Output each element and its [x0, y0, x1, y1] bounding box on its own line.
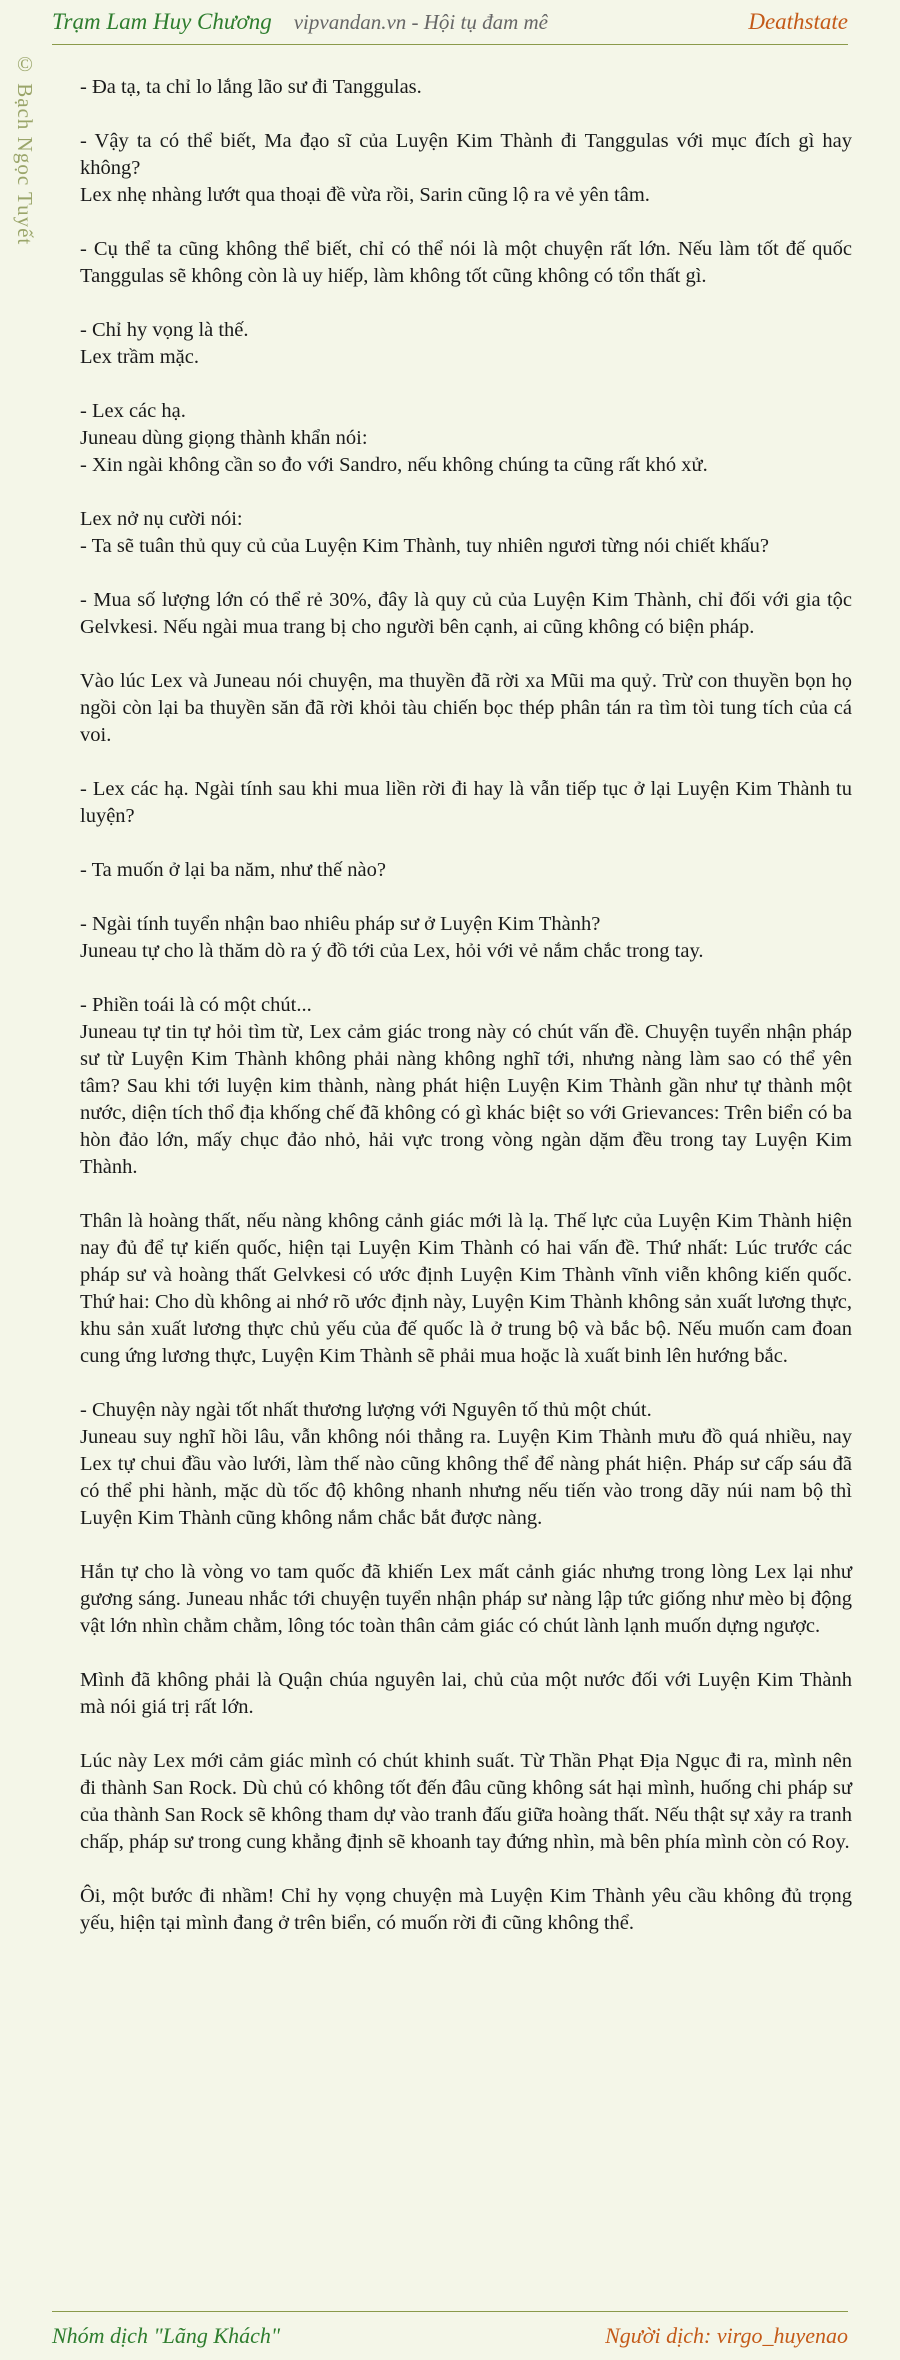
paragraph: Thân là hoàng thất, nếu nàng không cảnh giác mới là lạ. Thế lực của Luyện Kim Thành hiện nay đủ để tự kiến quốc, hiện tại Luyện Kim Thành có hai vấn đề. Thứ nhất: Lúc trước các pháp sư và hoàng thất Gelvkesi có ước định Luyện Kim Thành vĩnh viễn không kiến quốc. Thứ hai: Cho dù không ai nhớ rõ ước định này, Luyện Kim Thành không sản xuất lương thực, khu sản xuất lương thực chủ yếu của đế quốc là ở trung bộ và bắc bộ. Nếu muốn cam đoan cung ứng lương thực, Luyện Kim Thành sẽ phải mua hoặc là xuất binh lên hướng bắc. — [80, 1210, 852, 1367]
page-header — [52, 0, 848, 45]
paragraph: Lex nhẹ nhàng lướt qua thoại đề vừa rồi, Sarin cũng lộ ra vẻ yên tâm. — [80, 184, 650, 206]
paragraph: - Chỉ hy vọng là thế. — [80, 319, 249, 341]
paragraph: - Xin ngài không cần so đo với Sandro, nếu không chúng ta cũng rất khó xử. — [80, 454, 708, 476]
site-subtitle: vipvandan.vn - Hội tụ đam mê — [293, 10, 548, 34]
paragraph: - Lex các hạ. Ngài tính sau khi mua liền rời đi hay là vẫn tiếp tục ở lại Luyện Kim Thành tu luyện? — [80, 778, 852, 827]
paragraph: - Cụ thể ta cũng không thể biết, chỉ có thể nói là một chuyện rất lớn. Nếu làm tốt đế quốc Tanggulas sẽ không còn là uy hiếp, làm không tốt cũng không có tổn thất gì. — [80, 238, 852, 287]
paragraph: Vào lúc Lex và Juneau nói chuyện, ma thuyền đã rời xa Mũi ma quỷ. Trừ con thuyền bọn họ ngồi còn lại ba thuyền săn đã rời khỏi tàu chiến bọc thép phân tán ra tìm tòi tung tích của cá voi. — [80, 670, 852, 746]
paragraph: - Ngài tính tuyển nhận bao nhiêu pháp sư ở Luyện Kim Thành? — [80, 913, 601, 935]
paragraph: Mình đã không phải là Quận chúa nguyên lai, chủ của một nước đối với Luyện Kim Thành mà nói giá trị rất lớn. — [80, 1669, 852, 1718]
translation-group: Nhóm dịch "Lãng Khách" — [52, 2323, 281, 2348]
translator-credit: Người dịch: virgo_huyenao — [605, 2323, 848, 2348]
paragraph: Ôi, một bước đi nhầm! Chỉ hy vọng chuyện mà Luyện Kim Thành yêu cầu không đủ trọng yếu, hiện tại mình đang ở trên biển, có muốn rời đi cũng không thể. — [80, 1885, 852, 1934]
paragraph: - Vậy ta có thể biết, Ma đạo sĩ của Luyện Kim Thành đi Tanggulas với mục đích gì hay không? — [80, 130, 852, 179]
paragraph: - Phiền toái là có một chút... — [80, 994, 312, 1016]
paragraph: Juneau dùng giọng thành khẩn nói: — [80, 427, 368, 449]
story-title: Deathstate — [748, 9, 848, 34]
paragraph: Lúc này Lex mới cảm giác mình có chút khinh suất. Từ Thần Phạt Địa Ngục đi ra, mình nên đi thành San Rock. Dù chủ có không tốt đến đâu cũng không sát hại mình, huống chi pháp sư của thành San Rock sẽ không tham dự vào tranh đấu giữa hoàng thất. Nếu thật sự xảy ra tranh chấp, pháp sư trong cung khẳng định sẽ khoanh tay đứng nhìn, mà bên phía mình còn có Roy. — [80, 1750, 852, 1853]
chapter-body — [80, 74, 852, 1937]
paragraph: - Ta muốn ở lại ba năm, như thế nào? — [80, 859, 386, 881]
paragraph: Hắn tự cho là vòng vo tam quốc đã khiến Lex mất cảnh giác nhưng trong lòng Lex lại như gương sáng. Juneau nhắc tới chuyện tuyển nhận pháp sư nàng lập tức giống như mèo bị động vật lớn nhìn chằm chằm, lông tóc toàn thân cảm giác có chút lành lạnh muốn dựng ngược. — [80, 1561, 852, 1637]
paragraph: - Chuyện này ngài tốt nhất thương lượng với Nguyên tố thủ một chút. — [80, 1399, 652, 1421]
copyright-watermark: © Bạch Ngọc Tuyết — [13, 52, 37, 246]
paragraph: Juneau tự tin tự hỏi tìm từ, Lex cảm giác trong này có chút vấn đề. Chuyện tuyển nhận pháp sư từ Luyện Kim Thành không phải nàng không nghĩ tới, nhưng nàng làm sao có thể yên tâm? Sau khi tới luyện kim thành, nàng phát hiện Luyện Kim Thành gần như tự thành một nước, diện tích thổ địa khống chế đã không có gì khác biệt so với Grievances: Trên biển có ba hòn đảo lớn, mấy chục đảo nhỏ, hải vực trong vòng ngàn dặm đều trong tay Luyện Kim Thành. — [80, 1021, 852, 1178]
paragraph: - Đa tạ, ta chỉ lo lắng lão sư đi Tanggulas. — [80, 76, 422, 98]
paragraph: - Lex các hạ. — [80, 400, 186, 422]
paragraph: Lex nở nụ cười nói: — [80, 508, 243, 530]
paragraph: Juneau tự cho là thăm dò ra ý đồ tới của Lex, hỏi với vẻ nắm chắc trong tay. — [80, 940, 704, 962]
site-title: Trạm Lam Huy Chương — [52, 9, 272, 34]
paragraph: Lex trầm mặc. — [80, 346, 199, 368]
header-left — [52, 9, 548, 35]
paragraph: - Ta sẽ tuân thủ quy củ của Luyện Kim Thành, tuy nhiên ngươi từng nói chiết khấu? — [80, 535, 770, 557]
paragraph: - Mua số lượng lớn có thể rẻ 30%, đây là quy củ của Luyện Kim Thành, chỉ đối với gia tộc Gelvkesi. Nếu ngài mua trang bị cho người bên cạnh, ai cũng không có biện pháp. — [80, 589, 852, 638]
page-footer — [52, 2311, 848, 2360]
paragraph: Juneau suy nghĩ hồi lâu, vẫn không nói thẳng ra. Luyện Kim Thành mưu đồ quá nhiều, nay Lex tự chui đầu vào lưới, làm thế nào cũng không thể để nàng phát hiện. Pháp sư cấp sáu đã có thể phi hành, mặc dù tốc độ không nhanh nhưng nếu tiến vào trong dãy núi nam bộ thì Luyện Kim Thành cũng không nắm chắc bắt được nàng. — [80, 1426, 852, 1529]
